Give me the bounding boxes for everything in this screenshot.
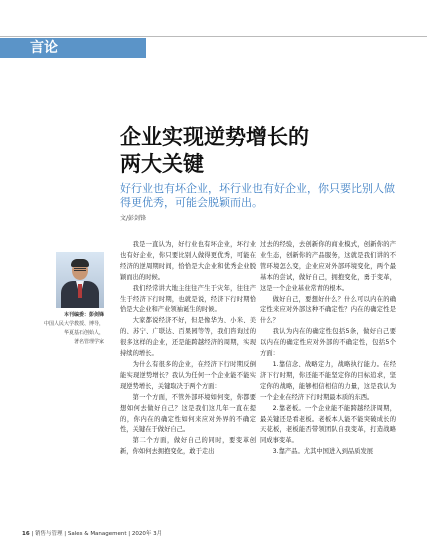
- paragraph: 1.靠信念、战略定力，战略执行能力。在经济下行时期，你还能不能坚定你的目标追求，坚定你的战略，能够相信相信的力量，这是我认为一个企业在经济下行时期最本质的东西。: [260, 360, 396, 401]
- photo-tie-shape: [78, 284, 82, 298]
- page-footer: [22, 529, 162, 537]
- caption-line: 著名管理学家: [73, 339, 104, 345]
- paragraph: 大家都说经济不好，但是像华为、小米、美的、苏宁、广联达、百果园等等，我们咨询过的很多这样的企业，还是能跨越经济的周期，实现持续的增长。: [120, 317, 256, 358]
- byline: 文/彭剑锋: [120, 215, 147, 222]
- footer-separator: |: [128, 531, 132, 537]
- author-photo: [56, 252, 104, 308]
- title-line-2: 两大关键: [120, 152, 204, 176]
- paragraph: 我们经常讲大地主往往产生于灾年，往往产生于经济下行时期，也就是说，经济下行时期恰恰是大企业和产业领袖诞生的时候。: [120, 284, 256, 314]
- caption-line: 华夏基石创始人，: [63, 330, 104, 336]
- section-banner: [0, 38, 146, 58]
- left-column: [120, 240, 256, 458]
- paragraph: 做好自己，要想好什么？什么可以内在的确定性来应对外部这种不确定性？内在的确定性是什么？: [260, 295, 396, 325]
- paragraph-continued: 过去的经验，去创新你的商业模式，创新你的产业生态，创新你的产品服务，这就是我们讲的不管环境怎么变，企业应对外部环境变化，两个最基本的尝试，做好自己，拥抱变化，勇于变革，这是一个企业基业常青的根本。: [260, 241, 396, 292]
- caption-line: 中国人民大学教授、博导，: [43, 321, 104, 327]
- article-title: [120, 124, 309, 178]
- magazine-name-cn: 销售与管理: [35, 531, 63, 537]
- footer-separator: |: [64, 531, 68, 537]
- title-line-1: 企业实现逆势增长的: [120, 125, 309, 149]
- paragraph: 第二个方面，做好自己的同时，要变革创新，你如何去拥抱变化，敢于走出: [120, 437, 256, 456]
- right-column: [260, 240, 396, 458]
- footer-separator: |: [31, 531, 36, 537]
- paragraph: 为什么有很多的企业，在经济下行时期反倒能实现逆势增长？我认为任何一个企业能不能实现逆势增长，关键取决于两个方面：: [120, 360, 256, 390]
- article-subtitle: 好行业也有坏企业，坏行业也有好企业，你只要比别人做得更优秀，可能会脱颖而出。: [120, 182, 395, 209]
- page-number: 16: [22, 531, 30, 537]
- paragraph: 我是一直认为，好行业也有坏企业，坏行业也有好企业，你只要比别人做得更优秀，可能在经济的逆周期时间，恰恰是大企业和优秀企业脱颖而出的时候。: [120, 241, 256, 281]
- paragraph: 第一个方面，不管外部环境如何变，你都要想如何去做好自己？这是我们这几年一直在提的，你内在的确定性如何来应对外界的不确定性，关键在于做好自己。: [120, 393, 256, 434]
- section-label: 言论: [30, 40, 58, 56]
- photo-hair-shape: [71, 259, 89, 267]
- paragraph: 我认为内在的确定性包括5条，做好自己要以内在的确定性应对外部的不确定性，包括5个方面：: [260, 328, 396, 358]
- paragraph: 3.靠产品。尤其中国进入到品质发展: [272, 448, 374, 456]
- magazine-name-en: Sales & Management: [67, 531, 127, 537]
- issue-date: 2020年 3月: [131, 531, 163, 537]
- top-rule: [0, 36, 427, 37]
- paragraph: 2.靠老板。一个企业能不能跨越经济周期，最关键还是看老板。老板本人能不能突破成长的天花板，老板能否带领团队自我变革，打造战略同成事变革。: [260, 404, 396, 445]
- author-caption: [28, 311, 104, 347]
- caption-name: 本刊编委：彭剑锋: [63, 312, 104, 318]
- photo-glasses-shape: [74, 268, 86, 271]
